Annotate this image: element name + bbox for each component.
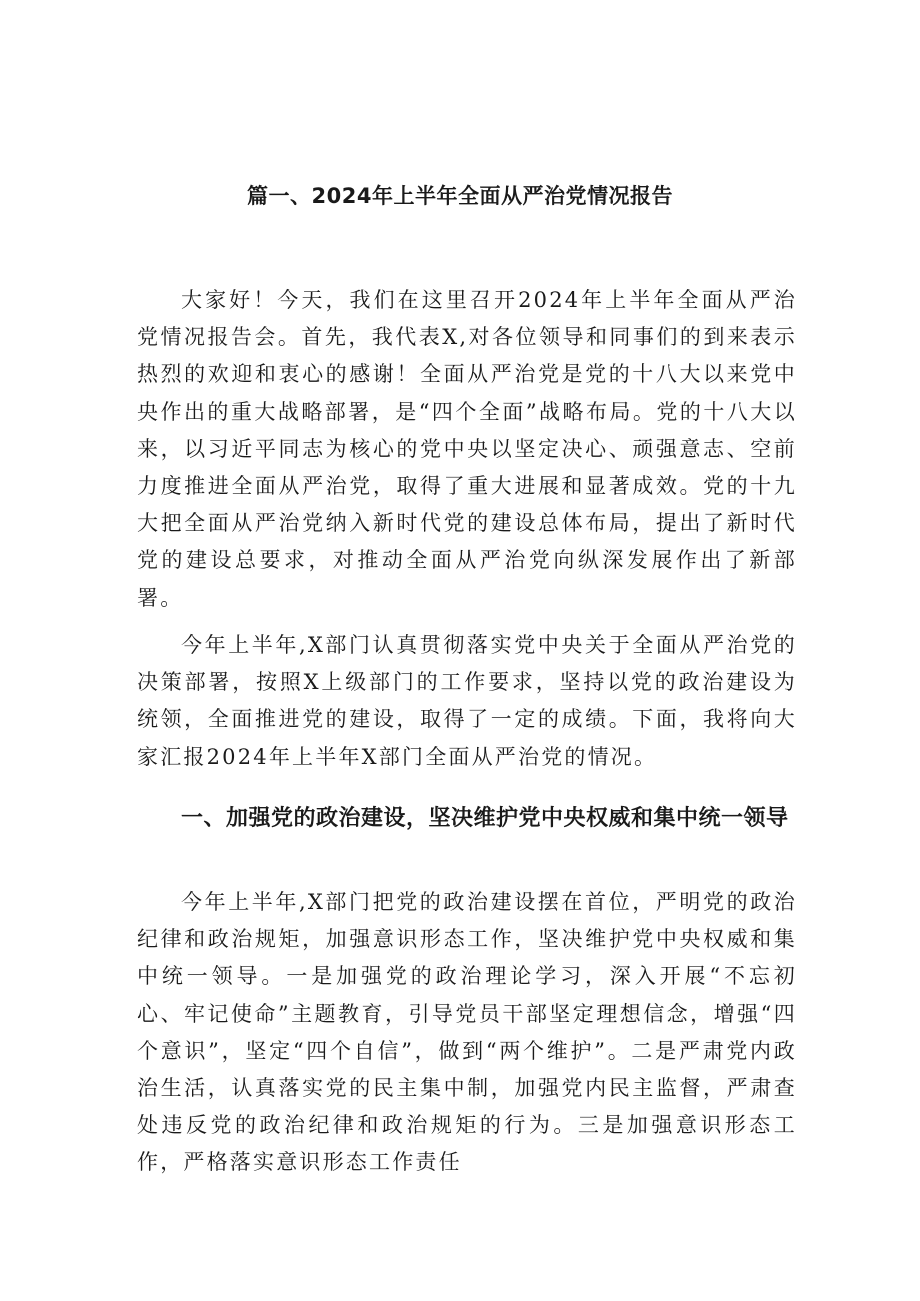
intro-paragraph: 大家好！今天，我们在这里召开2024年上半年全面从严治党情况报告会。首先，我代表X,对各位领导和同事们的到来表示热烈的欢迎和衷心的感谢！全面从严治党是党的十八大以来党中央作出的重大战略部署，是“四个全面”战略布局。党的十八大以来，以习近平同志为核心的党中央以坚定决心、顽强意志、空前力度推进全面从严治党，取得了重大进展和显著成效。党的十九大把全面从严治党纳入新时代党的建设总体布局，提出了新时代党的建设总要求，对推动全面从严治党向纵深发展作出了新部署。 <box>137 288 797 610</box>
document-title: 篇一、2024年上半年全面从严治党情况报告 <box>247 184 673 208</box>
section-heading: 一、加强党的政治建设，坚决维护党中央权威和集中统一领导 <box>181 806 789 831</box>
section-paragraph: 今年上半年,X部门把党的政治建设摆在首位，严明党的政治纪律和政治规矩，加强意识形态工作，坚决维护党中央权威和集中统一领导。一是加强党的政治理论学习，深入开展“不忘初心、牢记使命”主题教育，引导党员干部坚定理想信念，增强“四个意识”，坚定“四个自信”，做到“两个维护”。二是严肃党内政治生活，认真落实党的民主集中制，加强党内民主监督，严肃查处违反党的政治纪律和政治规矩的行为。三是加强意识形态工作，严格落实意识形态工作责任 <box>137 890 797 1175</box>
overview-paragraph: 今年上半年,X部门认真贯彻落实党中央关于全面从严治党的决策部署，按照X上级部门的工作要求，坚持以党的政治建设为统领，全面推进党的建设，取得了一定的成绩。下面，我将向大家汇报2024年上半年X部门全面从严治党的情况。 <box>137 633 797 769</box>
